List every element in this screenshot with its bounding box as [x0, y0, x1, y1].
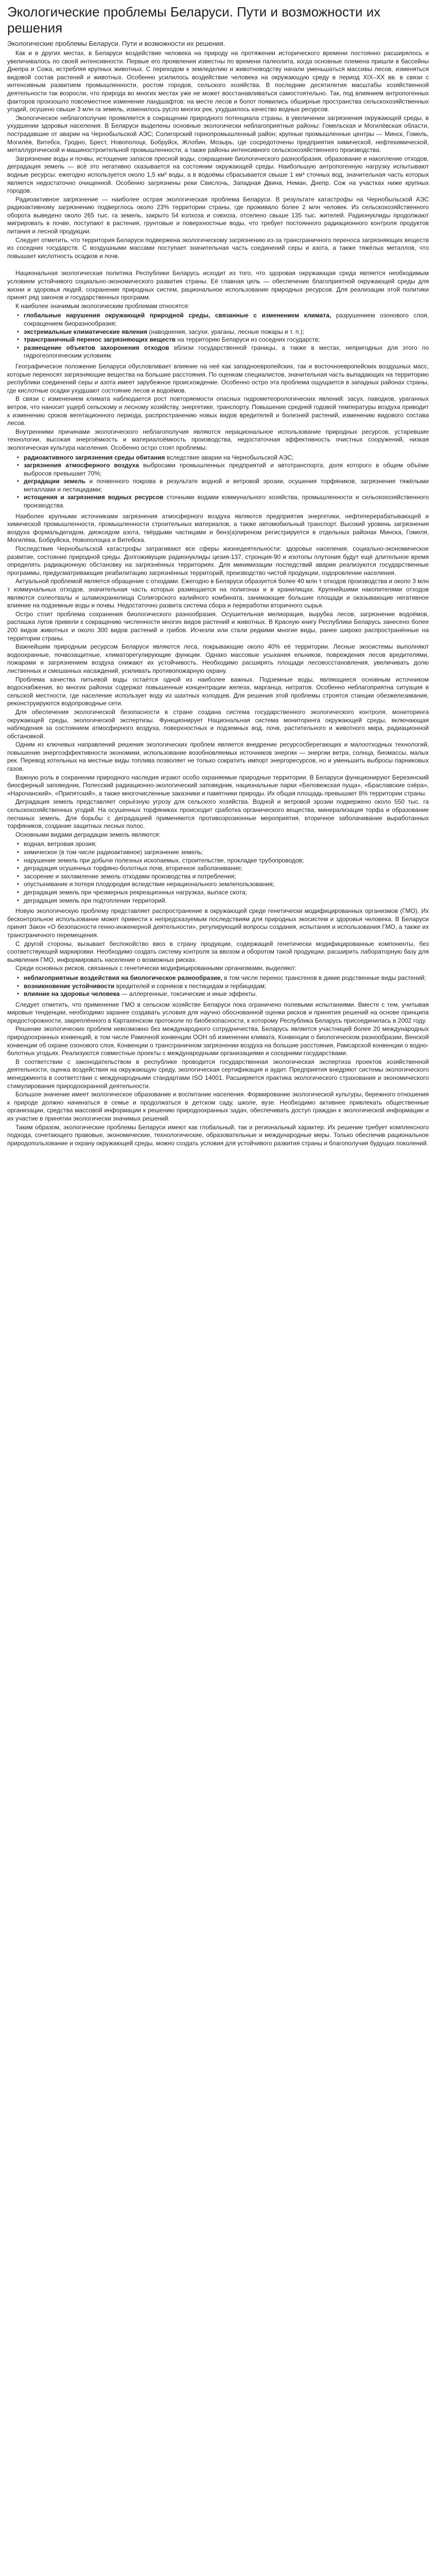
list-item-text: — аллергенные, токсические и иные эффекты. [119, 990, 257, 998]
paragraph: Среди основных рисков, связанных с генетически модифицированными организмами, выделяют: [15, 964, 297, 972]
paragraph: Наиболее крупными источниками загрязнения атмосферного воздуха являются предприятия энергетики, нефтеперерабатывающей и химической промышленности, промышленности строительных материалов, а также автомобильный транспорт. Высокий уровень загрязнения воздуха формальдегидом, диоксидом азота, твёрдыми частицами и бенз(а)пиреном регистрируется в отдельных районах Минска, Гомеля, Могилёва, Бобруйска, Новополоцка и Витебска. [7, 512, 429, 544]
list-item-text: деградация земель при чрезмерных рекреационных нагрузках, выпасе скота; [24, 888, 247, 896]
bullet-list [7, 974, 429, 998]
list-item [24, 840, 429, 849]
paragraph: Следует отметить, что применение ГМО в сельском хозяйстве Беларуси пока ограничено полевыми испытаниями. Вместе с тем, учитывая мировые тенденции, необходимо заранее создавать условия для научно обоснованной оценки рисков и принятия решений на основе принципа предосторожности, закреплённого в Картахенском протоколе по биобезопасности, к которому Республика Беларусь присоединилась в 2002 году. [7, 1001, 429, 1024]
list-item-text: в том числе перенос трансгенов в дикие родственные виды растений; [222, 974, 426, 981]
list-item [24, 982, 429, 991]
list-item [24, 344, 429, 360]
list-item-emphasis: экстремальные климатические явления [24, 328, 148, 335]
paragraph: Актуальной проблемой является обращение с отходами. Ежегодно в Беларуси образуется более 40 млн т отходов производства и около 3 млн т коммунальных отходов, значительная часть которых размещается на полигонах и в хранилищах. Крупнейшими накопителями отходов являются солеотвалы и шламохранилища Солигорского калийного комбината, занимающие большие площади и оказывающие негативное влияние на подземные воды и почвы. Недостаточно развита система сбора и переработки вторичного сырья. [7, 578, 429, 609]
paragraph: Одним из ключевых направлений решения экологических проблем является внедрение ресурсосберегающих и малоотходных технологий, повышение энергоэффективности экономики, использование возобновляемых источников энергии — энергии ветра, солнца, биомассы, малых рек. Перевод котельных на местные виды топлива позволяет не только сократить импорт энергоресурсов, но и уменьшить выбросы парниковых газов. [7, 741, 429, 773]
list-item [24, 494, 429, 510]
paragraph: Новую экологическую проблему представляет распространение в окружающей среде генетически модифицированных организмов (ГМО). Их бесконтрольное использование может привести к непредсказуемым последствиям для природных экосистем и здоровья человека. В Беларуси принят Закон «О безопасности генно-инженерной деятельности», регулирующий вопросы создания, испытания и использования ГМО, а также их трансграничного перемещения. [7, 907, 429, 939]
list-item-text: деградация осушенных торфяно-болотных почв, вторичное заболачивание; [24, 865, 243, 872]
list-item-text: вблизи государственной границы, а также в местах, непригодных для этого по гидрогеологическим условиям. [24, 344, 429, 360]
list-item-text: вследствие аварии на Чернобыльской АЭС; [165, 453, 294, 461]
list-item [24, 336, 429, 344]
list-item [24, 889, 429, 897]
paragraph: С другой стороны, вызывает беспокойство ввоз в страну продукции, содержащей генетически модифицированные компоненты, без соответствующей маркировки. Необходимо создать систему контроля за ввозом и оборотом такой продукции, расширить лабораторную базу для выявления ГМО, информировать население о возможных рисках. [7, 940, 429, 963]
paragraph: К наиболее значимым экологическим проблемам относятся: [15, 302, 189, 310]
list-item [24, 328, 429, 336]
list-item-text: нарушение земель при добыче полезных ископаемых, строительстве, прокладке трубопроводов; [24, 856, 304, 864]
paragraph: Как и в других местах, в Беларуси воздействие человека на природу на протяжении исторического времени постоянно расширялось и увеличивалось по своей интенсивности. Первые его проявления известны по времени палеолита, когда основные племена пришли в бассейны Днепра и Сожа, истребляя крупных животных. С переходом к земледелию и животноводству начали уменьшаться массивы лесов, изменяться видовой состав растений и животных. Особенно усилилось воздействие человека на окружающую среду в период XIX–XX вв. в связи с интенсивным развитием промышленности, ростом городов, сельского хозяйства. В последние десятилетия масштабы хозяйственной деятельности так возросли, что природа во многих местах уже не может восстанавливаться самостоятельно. Так, под влиянием антропогенных факторов произошло повсеместное изменение ландшафтов: на месте лесов и болот появились обширные пространства сельскохозяйственных угодий, осушено свыше 3 млн га земель, изменилось русло многих рек, ухудшилось качество водных ресурсов. [7, 49, 429, 113]
list-item-emphasis: возникновение устойчивости [24, 982, 115, 990]
list-item-emphasis: истощения и загрязнения водных ресурсов [24, 494, 164, 501]
list-item [24, 857, 429, 865]
list-item-emphasis: глобальные нарушения окружающей природной среды, связанные с изменением климата, [24, 312, 332, 319]
list-item-text: засорение и захламление земель отходами производства и потребления; [24, 872, 236, 880]
paragraph: Остро стоит проблема сохранения биологического разнообразия. Осушительная мелиорация, вырубка лесов, загрязнение водоёмов, распашка лугов привели к сокращению численности многих видов растений и животных. В Красную книгу Республики Беларусь занесено более 200 видов животных и около 300 видов растений и грибов. Исчезли или стали редкими многие виды, ранее широко распространённые на территории страны. [7, 610, 429, 642]
list-item-text: опустынивание и потеря плодородия вследствие нерационального землепользования; [24, 880, 274, 888]
list-item [24, 312, 429, 328]
list-item [24, 849, 429, 857]
list-item [24, 873, 429, 881]
list-item-text: сточными водами коммунального хозяйства, промышленности и сельскохозяйственного производства. [24, 494, 429, 510]
paragraph: В связи с изменением климата наблюдается рост повторяемости опасных гидрометеорологических явлений: засух, паводков, ураганных ветров, что наносит ущерб сельскому и лесному хозяйству, энергетике, транспорту. Повышение средней годовой температуры воздуха приводит к изменению сроков вегетационного периода, распространению новых видов вредителей и болезней растений, изменению видового состава лесов. [7, 395, 429, 427]
list-item-text: выбросами промышленных предприятий и автотранспорта, доля которого в общем объёме выбросов превышает 70%; [24, 462, 429, 477]
paragraph: Последствия Чернобыльской катастрофы затрагивают все сферы жизнедеятельности: здоровье населения, социально-экономическое развитие, состояние природной среды. Долгоживущие радионуклиды цезия-137, стронция-90 и изотопы плутония будут ещё длительное время определять радиационную обстановку на загрязнённых территориях. Для минимизации последствий аварии реализуются государственные программы, предусматривающие реабилитацию загрязнённых территорий, производство чистой продукции, оздоровление населения. [7, 545, 429, 577]
list-item-emphasis: влияние на здоровье человека [24, 990, 120, 998]
list-item-emphasis: размещение объектов захоронения отходов [24, 344, 169, 351]
list-item-emphasis: радиоактивного загрязнения среды обитания [24, 453, 165, 461]
list-item-text: на территорию Беларуси из соседних государств; [176, 336, 320, 344]
list-item [24, 974, 429, 982]
list-item [24, 880, 429, 889]
paragraph: Для обеспечения экологической безопасности в стране создана система государственного экологического контроля, мониторинга окружающей среды, экологической экспертизы. Функционирует Национальная система мониторинга окружающей среды, включающая наблюдения за состоянием атмосферного воздуха, поверхностных и подземных вод, почв, растительного и животного мира, радиационной обстановкой. [7, 708, 429, 740]
list-item [24, 478, 429, 494]
paragraph: Большое значение имеет экологическое образование и воспитание населения. Формирование экологической культуры, бережного отношения к природе должно начинаться в семье и продолжаться в детском саду, школе, вузе. Необходимо активнее привлекать общественные организации, средства массовой информации к решению природоохранных задач, обеспечивать доступ граждан к экологической информации и их участие в принятии экологически значимых решений. [7, 1091, 429, 1122]
paragraph: Важнейшим природным ресурсом Беларуси являются леса, покрывающие около 40% её территории. Лесные экосистемы выполняют водоохранные, почвозащитные, климаторегулирующие функции. Однако массовые усыхания ельников, повреждения лесов вредителями, пожарами и загрязнением воздуха снижают их устойчивость. Необходимо расширять площади лесовосстановления, увеличивать долю лиственных и смешанных насаждений, усиливать противопожарную охрану. [7, 643, 429, 674]
list-item-emphasis: деградации земель [24, 478, 86, 485]
list-item-text: (наводнения, засухи, ураганы, лесные пожары и т. п.); [147, 328, 304, 335]
page-subtitle: Экологические проблемы Беларуси. Пути и возможности их решения. [7, 40, 225, 47]
list-item [24, 865, 429, 873]
page-title: Экологические проблемы Беларуси. Пути и возможности их решения [7, 4, 381, 36]
paragraph: Основными видами деградации земель являются: [15, 831, 161, 838]
list-item [24, 454, 429, 462]
list-item-text: деградация земель при подтоплении территорий. [24, 896, 167, 904]
list-item [24, 897, 429, 905]
paragraph: Деградация земель представляет серьёзную угрозу для сельского хозяйства. Водной и ветровой эрозии подвержено около 550 тыс. га сельскохозяйственных угодий. На осушенных торфяниках происходит сработка органического вещества, минерализация торфа и образование песчаных земель. Для борьбы с деградацией применяются противоэрозионные мероприятия, вторичное заболачивание выработанных торфяников, создание защитных лесных полос. [7, 798, 429, 830]
list-item-emphasis: загрязнения атмосферного воздуха [24, 462, 139, 469]
paragraph: Таким образом, экологические проблемы Беларуси имеют как глобальный, так и региональный характер. Их решение требует комплексного подхода, сочетающего правовые, экономические, технологические, образовательные и международные меры. Только обеспечив рациональное природопользование и охрану окружающей среды, можно создать условия для устойчивого развития страны и благополучия будущих поколений. [7, 1123, 429, 1147]
article-body [7, 49, 429, 1147]
list-item-text: и почвенного покрова в результате водной и ветровой эрозии, осушения торфяников, загрязнения тяжёлыми металлами и пестицидами; [24, 478, 429, 493]
paragraph: Географическое положение Беларуси обусловливает влияние на неё как западноевропейских, так и восточноевропейских воздушных масс, которые переносят загрязняющие вещества на большие расстояния. По оценкам специалистов, значительная часть выпадающих на территорию республики соединений серы и азота имеет зарубежное происхождение. Особенно остро эта проблема ощущается в западных районах страны, где кислотные осадки ухудшают состояние лесов и водоёмов. [7, 362, 429, 394]
bullet-list [7, 312, 429, 360]
bullet-list [7, 840, 429, 905]
paragraph: Решение экологических проблем невозможно без международного сотрудничества. Беларусь является участницей более 20 международных природоохранных конвенций, в том числе Рамочной конвенции ООН об изменении климата, Конвенции о биологическом разнообразии, Венской конвенции об охране озонового слоя, Конвенции о трансграничном загрязнении воздуха на большие расстояния, Рамсарской конвенции о водно-болотных угодьях. Реализуются совместные проекты с международными организациями и соседними государствами. [7, 1025, 429, 1057]
section-spacer [7, 260, 429, 269]
list-item-text: разрушением озонового слоя, сокращением биоразнообразия; [24, 312, 429, 327]
bullet-list [7, 454, 429, 510]
list-item-emphasis: неблагоприятные воздействия на биологическое разнообразие, [24, 974, 222, 981]
list-item-text: водная, ветровая эрозия; [24, 840, 97, 848]
paragraph: Загрязнение воды и почвы, истощение запасов пресной воды, сокращение биологического разнообразия, образование и накопление отходов, деградация земель — всё это негативно сказывается на состоянии окружающей среды. Наибольшую антропогенную нагрузку испытывают водные ресурсы: ежегодно используется около 1,5 км³ воды, а в водоёмы сбрасывается свыше 1 км³ сточных вод, значительная часть которых является недостаточно очищенной. Особенно загрязнены реки Свислочь, Западная Двина, Неман, Днепр, Сож на участках ниже крупных городов. [7, 155, 429, 195]
list-item-text: химическое (в том числе радиоактивное) загрязнение земель; [24, 849, 203, 856]
paragraph: Радиоактивное загрязнение — наиболее острая экологическая проблема Беларуси. В результате катастрофы на Чернобыльской АЭС радиоактивному загрязнению подверглось около 23% территории страны, где проживало более 2 млн человек. Из сельскохозяйственного оборота выведено около 265 тыс. га земель, закрыто 54 колхоза и совхоза, отселено свыше 135 тыс. жителей. Радионуклиды продолжают мигрировать в почве, поступают в растения, грунтовые и поверхностные воды, что требует постоянного радиационного контроля продуктов питания и лесной продукции. [7, 195, 429, 235]
paragraph: Важную роль в сохранении природного наследия играют особо охраняемые природные территории. В Беларуси функционируют Березинский биосферный заповедник, Полесский радиационно-экологический заповедник, национальные парки «Беловежская пуща», «Браславские озёра», «Нарочанский», «Припятский», а также многочисленные заказники и памятники природы. Их общая площадь превышает 8% территории страны. [7, 773, 429, 797]
paragraph: Проблема качества питьевой воды остаётся одной из наиболее важных. Подземные воды, являющиеся основным источником водоснабжения, во многих районах содержат повышенные концентрации железа, марганца, нитратов. Особенно неблагоприятна ситуация в сельской местности, где население использует воду из шахтных колодцев. Для решения этой проблемы строятся станции обезжелезивания, реконструируются водопроводные сети. [7, 675, 429, 707]
list-item-text: вредителей и сорняков к пестицидам и гербицидам; [114, 982, 267, 990]
paragraph: В соответствии с законодательством в республике проводится государственная экологическая экспертиза проектов хозяйственной деятельности, оценка воздействия на окружающую среду, экологическая сертификация и аудит. Предприятия внедряют системы экологического менеджмента в соответствии с международными стандартами ISO 14001. Расширяется практика экологического страхования и экономического стимулирования природоохранной деятельности. [7, 1058, 429, 1090]
list-item [24, 462, 429, 478]
list-item-emphasis: трансграничный перенос загрязняющих веществ [24, 336, 176, 344]
paragraph: Внутренними причинами экологического неблагополучия являются нерациональное использование природных ресурсов, устаревшие технологии, высокая энергоёмкость и материалоёмкость производства, недостаточная эффективность очистных сооружений, низкая экологическая культура населения. Особенно остро стоят проблемы: [7, 428, 429, 451]
paragraph: Экологическое неблагополучие проявляется в сокращении природного потенциала страны, в увеличении загрязнения окружающей среды, в ухудшении здоровья населения. В Беларуси выделены основные экологически неблагоприятные районы: Гомельская и Могилёвская области, пострадавшие от аварии на Чернобыльской АЭС; Солигорский горнопромышленный район; крупные промышленные центры — Минск, Гомель, Могилёв, Витебск, Гродно, Брест, Новополоцк, Бобруйск, Жлобин, Мозырь, где сосредоточены предприятия химической, нефтехимической, металлургической и машиностроительной промышленности, а также районы интенсивного сельскохозяйственного производства. [7, 114, 429, 154]
paragraph: Национальная экологическая политика Республики Беларусь исходит из того, что здоровая окружающая среда является необходимым условием устойчивого социально-экономического развития страны. Её главная цель — обеспечение благоприятной окружающей среды для жизни и здоровья людей, сохранение природных систем, рациональное использование природных ресурсов. Для реализации этой политики принят ряд законов и государственных программ. [7, 269, 429, 301]
list-item [24, 990, 429, 998]
paragraph: Следует отметить, что территория Беларуси подвержена экологическому загрязнению из-за трансграничного переноса загрязняющих веществ из соседних государств. С воздушными массами поступает значительная часть соединений серы и азота, а также тяжёлых металлов, что повышает кислотность осадков и почв. [7, 236, 429, 260]
